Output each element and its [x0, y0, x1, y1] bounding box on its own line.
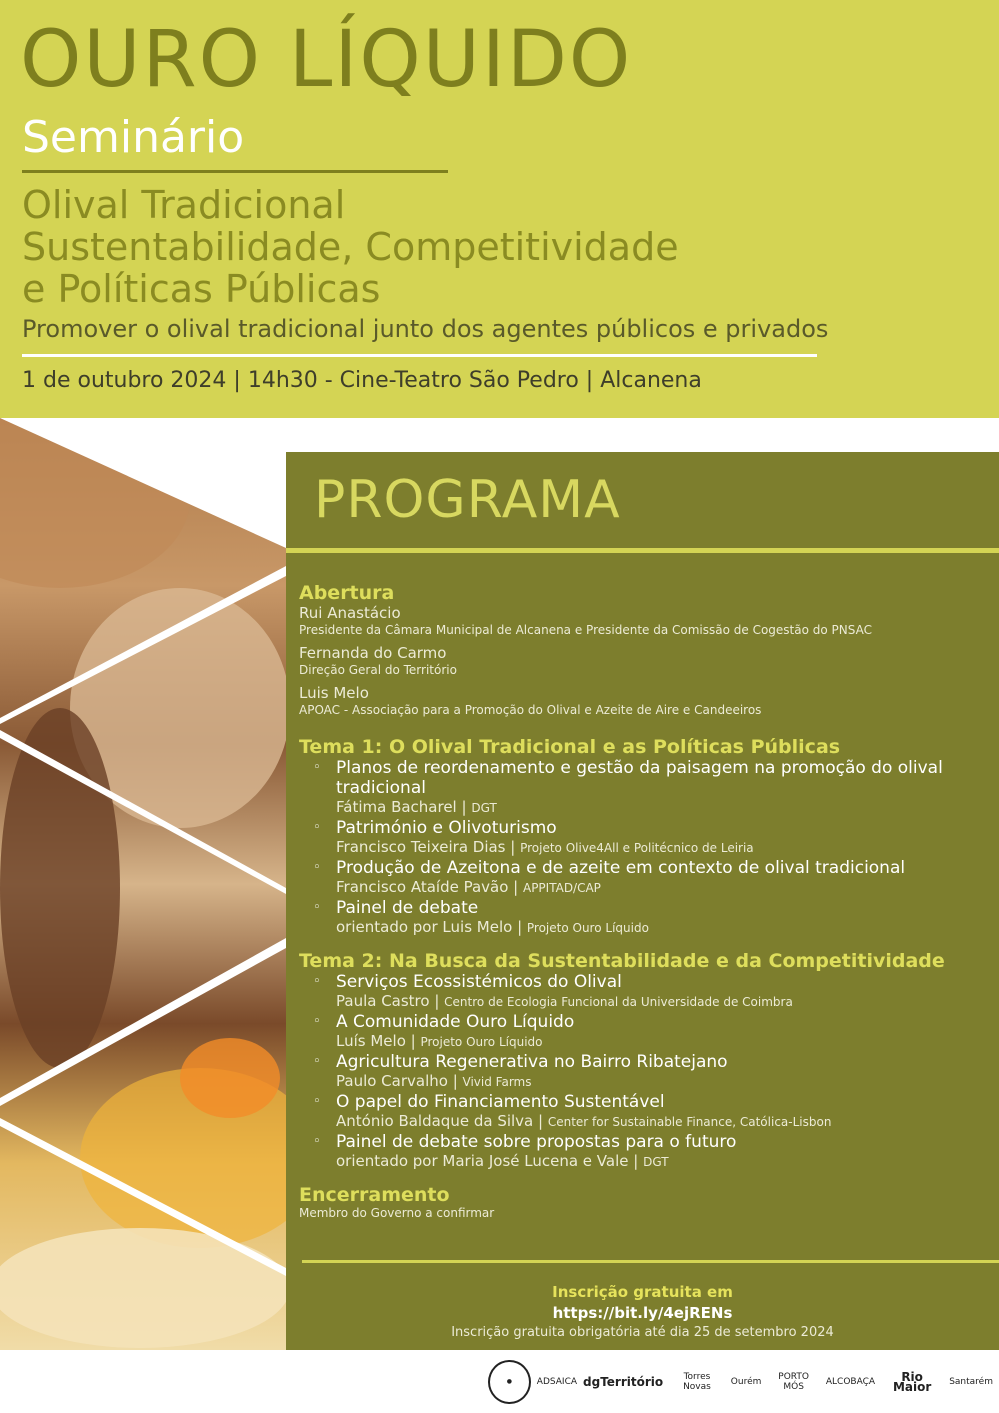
event-dateline: 1 de outubro 2024 | 14h30 - Cine-Teatro São Pedro | Alcanena	[22, 368, 702, 393]
partner-logo: Rio Maior	[892, 1370, 932, 1394]
partner-logo: Torres Novas	[683, 1372, 711, 1392]
section-theme2: Tema 2: Na Busca da Sustentabilidade e da Competitividade	[299, 950, 945, 972]
program-item	[299, 1132, 994, 1172]
program-item	[299, 972, 994, 1012]
event-subtitle: Seminário	[22, 112, 245, 163]
item-title: Produção de Azeitona e de azeite em contexto de olival tradicional	[336, 858, 906, 878]
section-opening: Abertura	[299, 582, 395, 604]
item-title: Património e Olivoturismo	[336, 818, 557, 838]
speaker-name: Paula Castro	[336, 992, 430, 1010]
bullet-icon: ◦	[313, 820, 321, 835]
speaker-org: Projeto Olive4All e Politécnico de Leiria	[520, 841, 754, 855]
speaker-name: Francisco Teixeira Dias	[336, 838, 506, 856]
partner-logo: ALCOBAÇA	[825, 1377, 876, 1387]
speaker-name: Fernanda do Carmo	[299, 644, 447, 662]
partner-logo: ADSAICA	[536, 1377, 578, 1387]
speaker-name: orientado por Luis Melo	[336, 918, 513, 936]
item-title: A Comunidade Ouro Líquido	[336, 1012, 575, 1032]
item-speaker: António Baldaque da Silva | Center for Sustainable Finance, Católica-Lisbon	[336, 1112, 832, 1130]
speaker-org: APPITAD/CAP	[522, 881, 601, 895]
partner-seal-logo: ●	[488, 1360, 531, 1404]
registration-label: Inscrição gratuita em	[552, 1283, 733, 1301]
olive-photo-collage	[0, 418, 286, 1350]
speaker-org: Center for Sustainable Finance, Católica-Lisbon	[547, 1115, 832, 1129]
event-tagline: Promover o olival tradicional junto dos agentes públicos e privados	[22, 315, 829, 343]
header-banner	[0, 0, 999, 418]
item-speaker: Fátima Bacharel | DGT	[336, 798, 497, 816]
closing-text: Membro do Governo a confirmar	[299, 1206, 495, 1220]
speaker-org: Vivid Farms	[462, 1075, 532, 1089]
bullet-icon: ◦	[313, 860, 321, 875]
partner-logo: PORTO MÓS	[778, 1372, 809, 1392]
bullet-icon: ◦	[313, 974, 321, 989]
item-speaker: Francisco Teixeira Dias | Projeto Olive4All e Politécnico de Leiria	[336, 838, 754, 856]
partner-logo: dgTerritório	[583, 1375, 664, 1389]
section-closing: Encerramento	[299, 1184, 450, 1206]
bullet-icon: ◦	[313, 900, 321, 915]
speaker-name: Luís Melo	[336, 1032, 406, 1050]
program-item	[299, 818, 994, 858]
speaker-name: Fátima Bacharel	[336, 798, 457, 816]
speaker-role: Direção Geral do Território	[299, 663, 457, 677]
header-divider	[22, 170, 448, 173]
program-title: PROGRAMA	[314, 470, 621, 530]
program-item	[299, 1052, 994, 1092]
bullet-icon: ◦	[313, 760, 321, 775]
header-divider-2	[22, 354, 817, 357]
item-speaker: Paula Castro | Centro de Ecologia Funcional da Universidade de Coimbra	[336, 992, 793, 1010]
item-title: Agricultura Regenerativa no Bairro Ribatejano	[336, 1052, 728, 1072]
program-body	[299, 582, 994, 1227]
registration-block	[286, 1282, 999, 1342]
speaker-name: orientado por Maria José Lucena e Vale	[336, 1152, 629, 1170]
item-title: Painel de debate	[336, 898, 479, 918]
speaker-name: Rui Anastácio	[299, 604, 401, 622]
partner-logo: Santarém	[949, 1377, 993, 1387]
item-title: Planos de reordenamento e gestão da paisagem na promoção do olival tradicional	[336, 758, 943, 798]
item-speaker: orientado por Maria José Lucena e Vale | DGT	[336, 1152, 669, 1170]
item-speaker: Francisco Ataíde Pavão | APPITAD/CAP	[336, 878, 601, 896]
bullet-icon: ◦	[313, 1014, 321, 1029]
item-title: Painel de debate sobre propostas para o futuro	[336, 1132, 737, 1152]
speaker-org: DGT	[643, 1155, 669, 1169]
item-speaker: Luís Melo | Projeto Ouro Líquido	[336, 1032, 543, 1050]
event-title: OURO LÍQUIDO	[20, 15, 633, 105]
bullet-icon: ◦	[313, 1054, 321, 1069]
speaker-role: APOAC - Associação para a Promoção do Olival e Azeite de Aire e Candeeiros	[299, 703, 762, 717]
speaker-org: DGT	[471, 801, 497, 815]
speaker-name: António Baldaque da Silva	[336, 1112, 534, 1130]
program-item	[299, 1012, 994, 1052]
program-item	[299, 898, 994, 938]
speaker-name: Francisco Ataíde Pavão	[336, 878, 509, 896]
speaker-org: Centro de Ecologia Funcional da Universidade de Coimbra	[444, 995, 793, 1009]
event-topic	[22, 184, 679, 310]
partner-logos	[488, 1356, 993, 1408]
section-theme1: Tema 1: O Olival Tradicional e as Políticas Públicas	[299, 736, 841, 758]
speaker-name: Luis Melo	[299, 684, 369, 702]
bullet-icon: ◦	[313, 1134, 321, 1149]
topic-line: Olival Tradicional	[22, 183, 346, 227]
speaker-name: Paulo Carvalho	[336, 1072, 448, 1090]
speaker-org: Projeto Ouro Líquido	[420, 1035, 543, 1049]
item-title: O papel do Financiamento Sustentável	[336, 1092, 665, 1112]
speaker-role: Presidente da Câmara Municipal de Alcanena e Presidente da Comissão de Cogestão do PNSAC	[299, 623, 872, 637]
program-item	[299, 1092, 994, 1132]
collage-triangles	[0, 418, 286, 1350]
program-item	[299, 858, 994, 898]
item-speaker: orientado por Luis Melo | Projeto Ouro Líquido	[336, 918, 649, 936]
program-divider-2	[302, 1260, 999, 1263]
item-title: Serviços Ecossistémicos do Olival	[336, 972, 622, 992]
topic-line: e Políticas Públicas	[22, 267, 381, 311]
program-divider	[286, 548, 999, 553]
item-speaker: Paulo Carvalho | Vivid Farms	[336, 1072, 532, 1090]
bullet-icon: ◦	[313, 1094, 321, 1109]
program-item	[299, 758, 994, 818]
registration-link[interactable]: https://bit.ly/4ejRENs	[552, 1304, 733, 1322]
speaker-org: Projeto Ouro Líquido	[526, 921, 649, 935]
program-panel	[286, 452, 999, 1350]
partner-logo: Ourém	[730, 1377, 762, 1387]
registration-deadline: Inscrição gratuita obrigatória até dia 25 de setembro 2024	[451, 1325, 834, 1340]
topic-line: Sustentabilidade, Competitividade	[22, 225, 679, 269]
